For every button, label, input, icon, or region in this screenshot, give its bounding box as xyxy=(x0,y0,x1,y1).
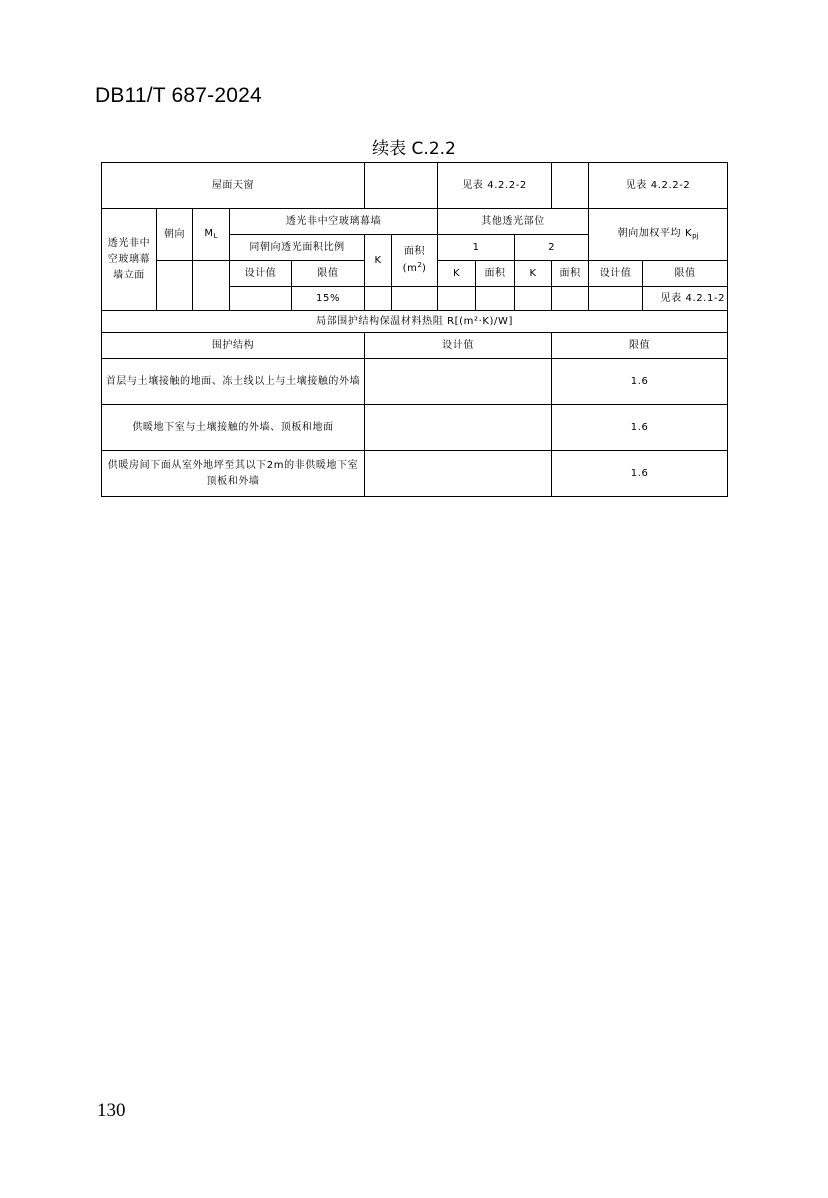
ml-header xyxy=(193,209,230,261)
ratio-design-value xyxy=(230,287,292,311)
design-value xyxy=(365,451,552,497)
lower-header-row xyxy=(102,333,728,359)
weighted-average-header xyxy=(589,209,728,261)
other-parts-header: 其他透光部位 xyxy=(438,209,589,235)
structure-name: 供暖地下室与土壤接触的外墙、顶板和地面 xyxy=(102,405,365,451)
limit-header: 限值 xyxy=(552,333,728,359)
orientation-header: 朝向 xyxy=(157,209,193,261)
table-row xyxy=(102,359,728,405)
table-row xyxy=(102,405,728,451)
table-caption: 续表 C.2.2 xyxy=(372,139,456,159)
structure-name: 供暖房间下面从室外地坪至其以下2m的非供暖地下室顶板和外墙 xyxy=(102,451,365,497)
part-2-header: 2 xyxy=(515,235,589,261)
skylight-empty-cell xyxy=(365,163,438,209)
ml-main: M xyxy=(204,228,214,240)
part-2-area-header: 面积 xyxy=(552,261,589,287)
facade-label: 透光非中空玻璃幕墙立面 xyxy=(102,209,157,311)
part-1-k-value xyxy=(438,287,476,311)
ratio-limit-value: 15% xyxy=(292,287,365,311)
area-value xyxy=(392,287,438,311)
limit-value: 1.6 xyxy=(552,451,728,497)
skylight-row xyxy=(102,163,728,209)
weighted-limit-value: 见表 4.2.1-2 xyxy=(643,287,728,311)
ratio-design-header: 设计值 xyxy=(230,261,292,287)
weighted-sub: pj xyxy=(692,232,699,241)
design-value xyxy=(365,405,552,451)
skylight-label: 屋面天窗 xyxy=(102,163,365,209)
skylight-empty-cell-2 xyxy=(552,163,589,209)
area-label: 面积 xyxy=(403,246,426,257)
weighted-main: 朝向加权平均 K xyxy=(617,228,693,240)
part-1-header: 1 xyxy=(438,235,515,261)
document-code: DB11/T 687-2024 xyxy=(95,84,262,107)
part-2-area-value xyxy=(552,287,589,311)
orientation-value xyxy=(157,261,193,311)
data-table xyxy=(101,162,728,497)
curtain-wall-header: 透光非中空玻璃幕墙 xyxy=(230,209,438,235)
area-unit-close: ) xyxy=(421,263,427,274)
area-unit-sup: 2 xyxy=(417,261,422,269)
k-value xyxy=(365,287,392,311)
part-1-k-header: K xyxy=(438,261,476,287)
area-ratio-header: 同朝向透光面积比例 xyxy=(230,235,365,261)
area-unit-open: (m xyxy=(402,263,418,274)
limit-value: 1.6 xyxy=(552,359,728,405)
ml-sub: L xyxy=(213,232,218,241)
design-value xyxy=(365,359,552,405)
part-2-k-header: K xyxy=(515,261,552,287)
table-row xyxy=(102,451,728,497)
structure-header: 围护结构 xyxy=(102,333,365,359)
design-header: 设计值 xyxy=(365,333,552,359)
part-2-k-value xyxy=(515,287,552,311)
section-title: 局部围护结构保温材料热阻 R[(m²·K)/W] xyxy=(102,311,728,333)
weighted-design-header: 设计值 xyxy=(589,261,643,287)
skylight-limit-right: 见表 4.2.2-2 xyxy=(589,163,728,209)
part-1-area-value xyxy=(476,287,515,311)
weighted-limit-header: 限值 xyxy=(643,261,728,287)
limit-value: 1.6 xyxy=(552,405,728,451)
weighted-design-value xyxy=(589,287,643,311)
facade-header-row xyxy=(102,209,728,235)
part-1-area-header: 面积 xyxy=(476,261,515,287)
ml-value xyxy=(193,261,230,311)
ratio-limit-header: 限值 xyxy=(292,261,365,287)
section-title-row xyxy=(102,311,728,333)
area-header xyxy=(392,235,438,287)
structure-name: 首层与土壤接触的地面、冻土线以上与土壤接触的外墙 xyxy=(102,359,365,405)
page-number: 130 xyxy=(97,1100,126,1121)
skylight-limit: 见表 4.2.2-2 xyxy=(438,163,552,209)
k-header: K xyxy=(365,235,392,287)
